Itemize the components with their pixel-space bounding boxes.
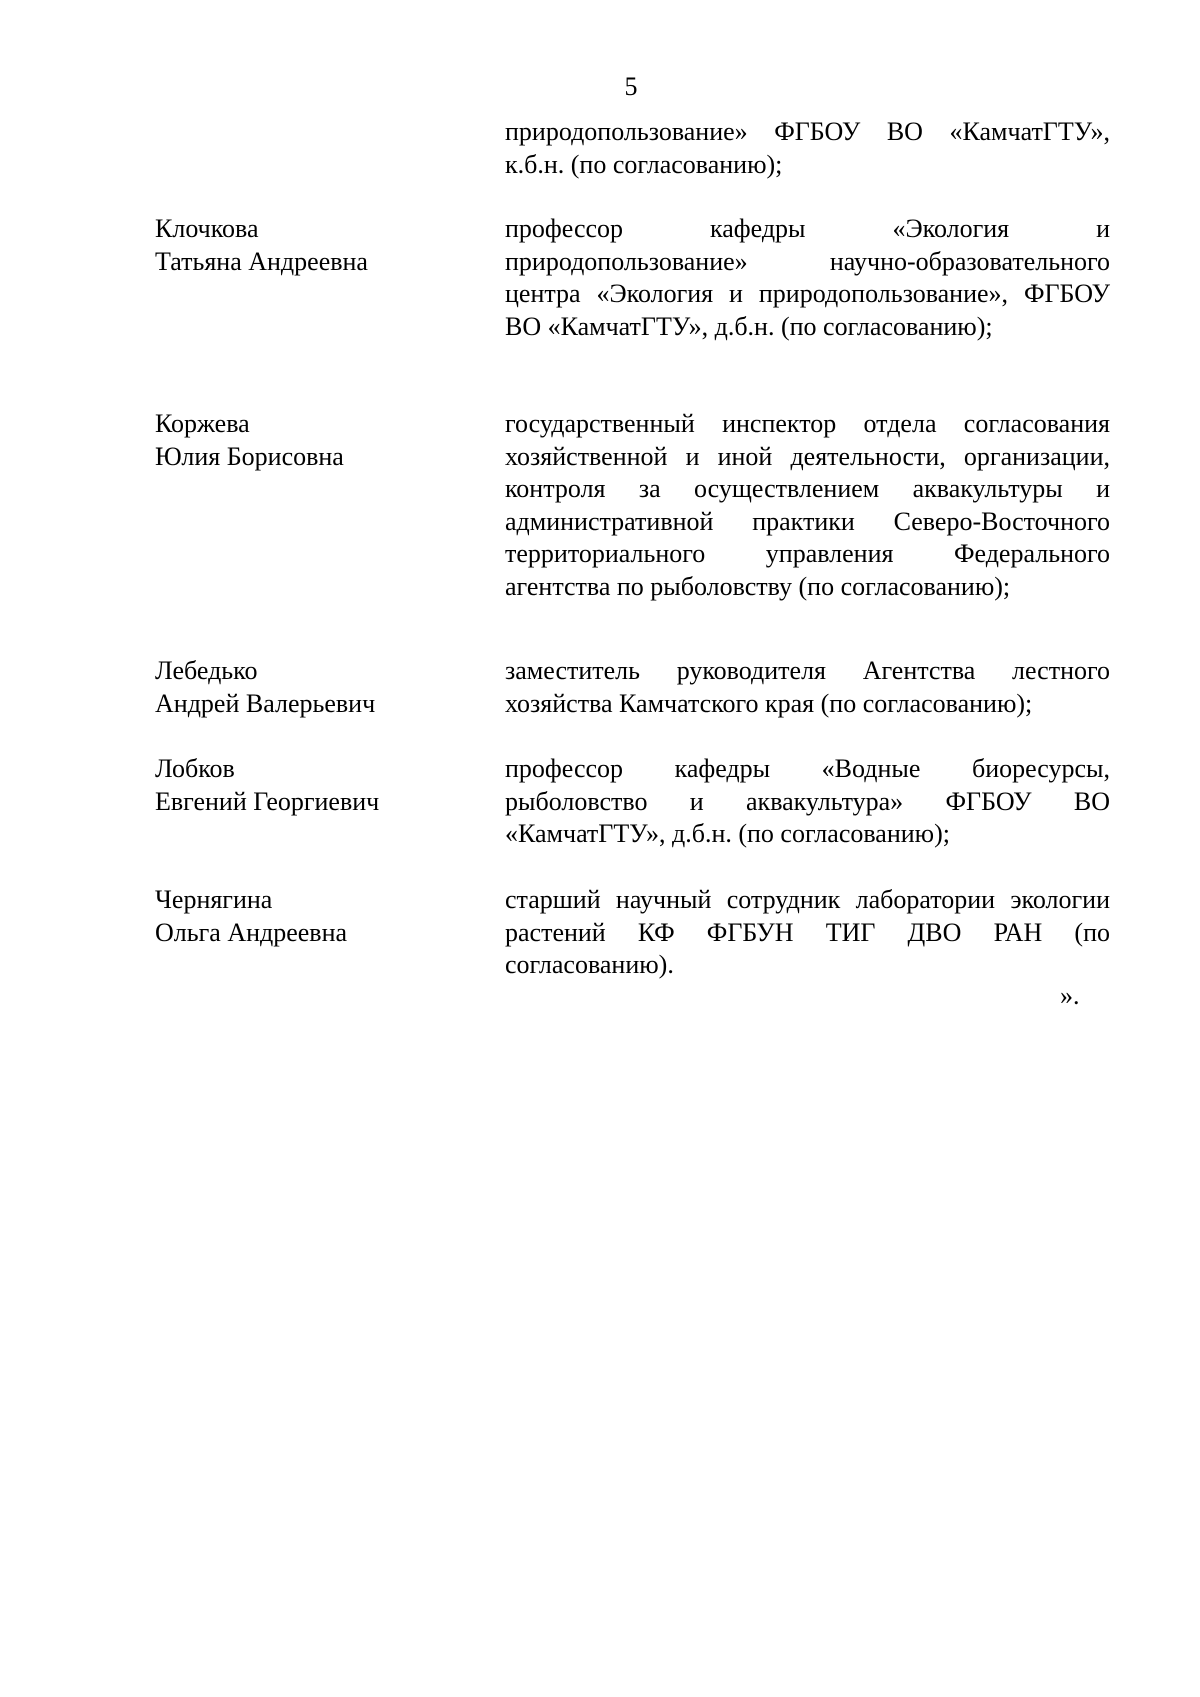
member-given-names: Юлия Борисовна — [155, 441, 344, 471]
member-position: старший научный сотрудник лаборатории экологии растений КФ ФГБУН ТИГ ДВО РАН (по согласованию). — [505, 885, 1110, 979]
member-position: заместитель руководителя Агентства лестного хозяйства Камчатского края (по согласованию); — [505, 656, 1110, 718]
member-surname: Лебедько — [155, 656, 258, 685]
member-given-names: Татьяна Андреевна — [155, 246, 368, 276]
member-name — [155, 753, 485, 818]
member-given-names: Евгений Георгиевич — [155, 786, 380, 816]
intro-text: природопользование» ФГБОУ ВО «КамчатГТУ», к.б.н. (по согласованию); — [505, 117, 1110, 179]
member-name — [155, 655, 485, 720]
closing-quote-mark: ». — [1060, 981, 1080, 1010]
member-position: профессор кафедры «Водные биоресурсы, рыболовство и аквакультура» ФГБОУ ВО «КамчатГТУ», д.б.н. (по согласованию); — [505, 754, 1110, 848]
member-name — [155, 884, 485, 949]
member-surname: Чернягина — [155, 885, 273, 914]
member-surname: Коржева — [155, 409, 250, 438]
member-surname: Клочкова — [155, 214, 259, 243]
member-surname: Лобков — [155, 754, 235, 783]
member-position: профессор кафедры «Экология и природопользование» научно-образовательного центра «Экология и природопользование», ФГБОУ ВО «КамчатГТУ», д.б.н. (по согласованию); — [505, 214, 1110, 341]
page-number: 5 — [624, 72, 638, 101]
member-given-names: Ольга Андреевна — [155, 917, 348, 947]
member-name — [155, 213, 485, 278]
member-name — [155, 408, 485, 473]
member-position: государственный инспектор отдела согласования хозяйственной и иной деятельности, организации, контроля за осуществлением аквакультуры и административной практики Северо-Восточного территориального управления Федерального агентства по рыболовству (по согласованию); — [505, 409, 1110, 601]
member-given-names: Андрей Валерьевич — [155, 688, 376, 718]
